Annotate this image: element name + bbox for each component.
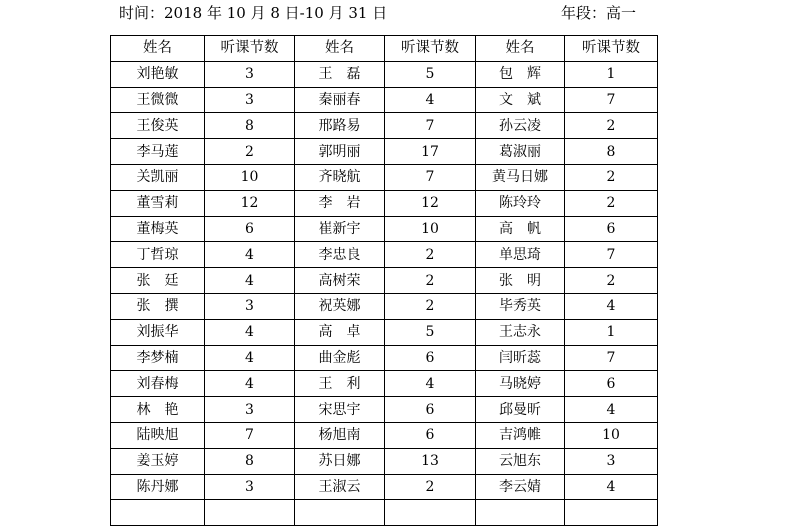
lesson-count-cell: [205, 500, 295, 526]
teacher-name-cell: 姜玉婷: [111, 448, 205, 474]
teacher-name-cell: 高树荣: [295, 268, 385, 294]
teacher-name-cell: 李忠良: [295, 242, 385, 268]
lesson-observation-table: [110, 35, 658, 526]
lesson-count-cell: 6: [565, 371, 658, 397]
lesson-count-cell: 13: [385, 448, 476, 474]
table-row: [111, 448, 658, 474]
lesson-count-cell: 17: [385, 139, 476, 165]
teacher-name-cell: 张 撰: [111, 293, 205, 319]
table-row: [111, 500, 658, 526]
lesson-count-cell: 4: [565, 293, 658, 319]
table-row: [111, 87, 658, 113]
lesson-count-cell: 4: [565, 474, 658, 500]
teacher-name-cell: 葛淑丽: [476, 139, 565, 165]
lesson-count-cell: 12: [205, 190, 295, 216]
teacher-name-cell: 董梅英: [111, 216, 205, 242]
teacher-name-cell: 吉鸿帷: [476, 422, 565, 448]
lesson-count-cell: 8: [205, 448, 295, 474]
column-header-name: 姓名: [111, 36, 205, 62]
teacher-name-cell: 马晓婷: [476, 371, 565, 397]
lesson-count-cell: 4: [205, 268, 295, 294]
teacher-name-cell: [111, 500, 205, 526]
table-row: [111, 293, 658, 319]
teacher-name-cell: 邱曼昕: [476, 397, 565, 423]
teacher-name-cell: 崔新宇: [295, 216, 385, 242]
lesson-count-cell: [565, 500, 658, 526]
table-row: [111, 61, 658, 87]
table-row: [111, 319, 658, 345]
teacher-name-cell: 云旭东: [476, 448, 565, 474]
lesson-count-cell: 10: [385, 216, 476, 242]
lesson-count-cell: 5: [385, 319, 476, 345]
teacher-name-cell: 王志永: [476, 319, 565, 345]
teacher-name-cell: 张 廷: [111, 268, 205, 294]
teacher-name-cell: 王淑云: [295, 474, 385, 500]
teacher-name-cell: 黄马日娜: [476, 164, 565, 190]
table-header-row: [111, 36, 658, 62]
lesson-count-cell: 10: [565, 422, 658, 448]
teacher-name-cell: 孙云凌: [476, 113, 565, 139]
lesson-count-cell: 6: [385, 422, 476, 448]
lesson-count-cell: 10: [205, 164, 295, 190]
lesson-count-cell: 4: [205, 319, 295, 345]
table-row: [111, 113, 658, 139]
lesson-count-cell: 4: [205, 371, 295, 397]
teacher-name-cell: 祝英娜: [295, 293, 385, 319]
lesson-count-cell: 3: [205, 474, 295, 500]
teacher-name-cell: [295, 500, 385, 526]
column-header-lessons: 听课节数: [385, 36, 476, 62]
lesson-count-cell: 7: [385, 113, 476, 139]
teacher-name-cell: 苏日娜: [295, 448, 385, 474]
column-header-lessons: 听课节数: [565, 36, 658, 62]
teacher-name-cell: 陈玲玲: [476, 190, 565, 216]
lesson-count-cell: 6: [385, 345, 476, 371]
teacher-name-cell: [476, 500, 565, 526]
teacher-name-cell: 陈丹娜: [111, 474, 205, 500]
lesson-count-cell: 2: [385, 293, 476, 319]
teacher-name-cell: 王俊英: [111, 113, 205, 139]
lesson-count-cell: 4: [565, 397, 658, 423]
teacher-name-cell: 刘艳敏: [111, 61, 205, 87]
teacher-name-cell: 高 卓: [295, 319, 385, 345]
lesson-count-cell: 3: [205, 61, 295, 87]
column-header-name: 姓名: [476, 36, 565, 62]
table-row: [111, 139, 658, 165]
teacher-name-cell: 高 帆: [476, 216, 565, 242]
teacher-name-cell: 闫昕蕊: [476, 345, 565, 371]
teacher-name-cell: 李云婧: [476, 474, 565, 500]
teacher-name-cell: 林 艳: [111, 397, 205, 423]
lesson-count-cell: 6: [385, 397, 476, 423]
table-row: [111, 474, 658, 500]
teacher-name-cell: 陆映旭: [111, 422, 205, 448]
teacher-name-cell: 王 磊: [295, 61, 385, 87]
teacher-name-cell: 李梦楠: [111, 345, 205, 371]
teacher-name-cell: 包 辉: [476, 61, 565, 87]
lesson-count-cell: 3: [205, 397, 295, 423]
table-row: [111, 422, 658, 448]
table-row: [111, 164, 658, 190]
lesson-count-cell: 3: [565, 448, 658, 474]
table-row: [111, 242, 658, 268]
lesson-count-cell: 2: [385, 268, 476, 294]
teacher-name-cell: 文 斌: [476, 87, 565, 113]
date-range-label: 时间：2018 年 10 月 8 日-10 月 31 日: [119, 4, 388, 22]
lesson-count-cell: 2: [205, 139, 295, 165]
lesson-count-cell: 2: [565, 190, 658, 216]
column-header-lessons: 听课节数: [205, 36, 295, 62]
teacher-name-cell: 关凯丽: [111, 164, 205, 190]
lesson-count-cell: 2: [385, 474, 476, 500]
teacher-name-cell: 单思琦: [476, 242, 565, 268]
table-row: [111, 268, 658, 294]
teacher-name-cell: 郭明丽: [295, 139, 385, 165]
teacher-name-cell: 刘春梅: [111, 371, 205, 397]
lesson-count-cell: 2: [565, 164, 658, 190]
teacher-name-cell: 刘振华: [111, 319, 205, 345]
lesson-count-cell: 8: [205, 113, 295, 139]
table-row: [111, 345, 658, 371]
teacher-name-cell: 丁哲琼: [111, 242, 205, 268]
table-row: [111, 216, 658, 242]
lesson-count-cell: 4: [205, 345, 295, 371]
lesson-count-cell: 4: [385, 87, 476, 113]
lesson-count-cell: 4: [205, 242, 295, 268]
lesson-count-cell: 12: [385, 190, 476, 216]
lesson-count-cell: 7: [205, 422, 295, 448]
table-row: [111, 371, 658, 397]
lesson-count-cell: 5: [385, 61, 476, 87]
lesson-count-cell: 8: [565, 139, 658, 165]
lesson-count-cell: 7: [385, 164, 476, 190]
teacher-name-cell: 宋思宇: [295, 397, 385, 423]
teacher-name-cell: 李马莲: [111, 139, 205, 165]
lesson-count-cell: 7: [565, 345, 658, 371]
table-row: [111, 397, 658, 423]
lesson-count-cell: 6: [205, 216, 295, 242]
teacher-name-cell: 曲金彪: [295, 345, 385, 371]
lesson-count-cell: 7: [565, 87, 658, 113]
teacher-name-cell: 毕秀英: [476, 293, 565, 319]
teacher-name-cell: 杨旭南: [295, 422, 385, 448]
teacher-name-cell: 张 明: [476, 268, 565, 294]
teacher-name-cell: 王 利: [295, 371, 385, 397]
lesson-count-cell: 1: [565, 319, 658, 345]
lesson-count-cell: 2: [385, 242, 476, 268]
lesson-count-cell: 3: [205, 87, 295, 113]
teacher-name-cell: 秦丽春: [295, 87, 385, 113]
lesson-count-cell: 3: [205, 293, 295, 319]
table-row: [111, 190, 658, 216]
lesson-count-cell: 4: [385, 371, 476, 397]
lesson-count-cell: 7: [565, 242, 658, 268]
column-header-name: 姓名: [295, 36, 385, 62]
teacher-name-cell: 董雪莉: [111, 190, 205, 216]
lesson-count-cell: 2: [565, 113, 658, 139]
teacher-name-cell: 齐晓航: [295, 164, 385, 190]
lesson-count-cell: [385, 500, 476, 526]
lesson-count-cell: 2: [565, 268, 658, 294]
lesson-count-cell: 1: [565, 61, 658, 87]
lesson-count-cell: 6: [565, 216, 658, 242]
teacher-name-cell: 李 岩: [295, 190, 385, 216]
teacher-name-cell: 王微微: [111, 87, 205, 113]
teacher-name-cell: 邢路易: [295, 113, 385, 139]
grade-label: 年段：高一: [561, 4, 637, 22]
